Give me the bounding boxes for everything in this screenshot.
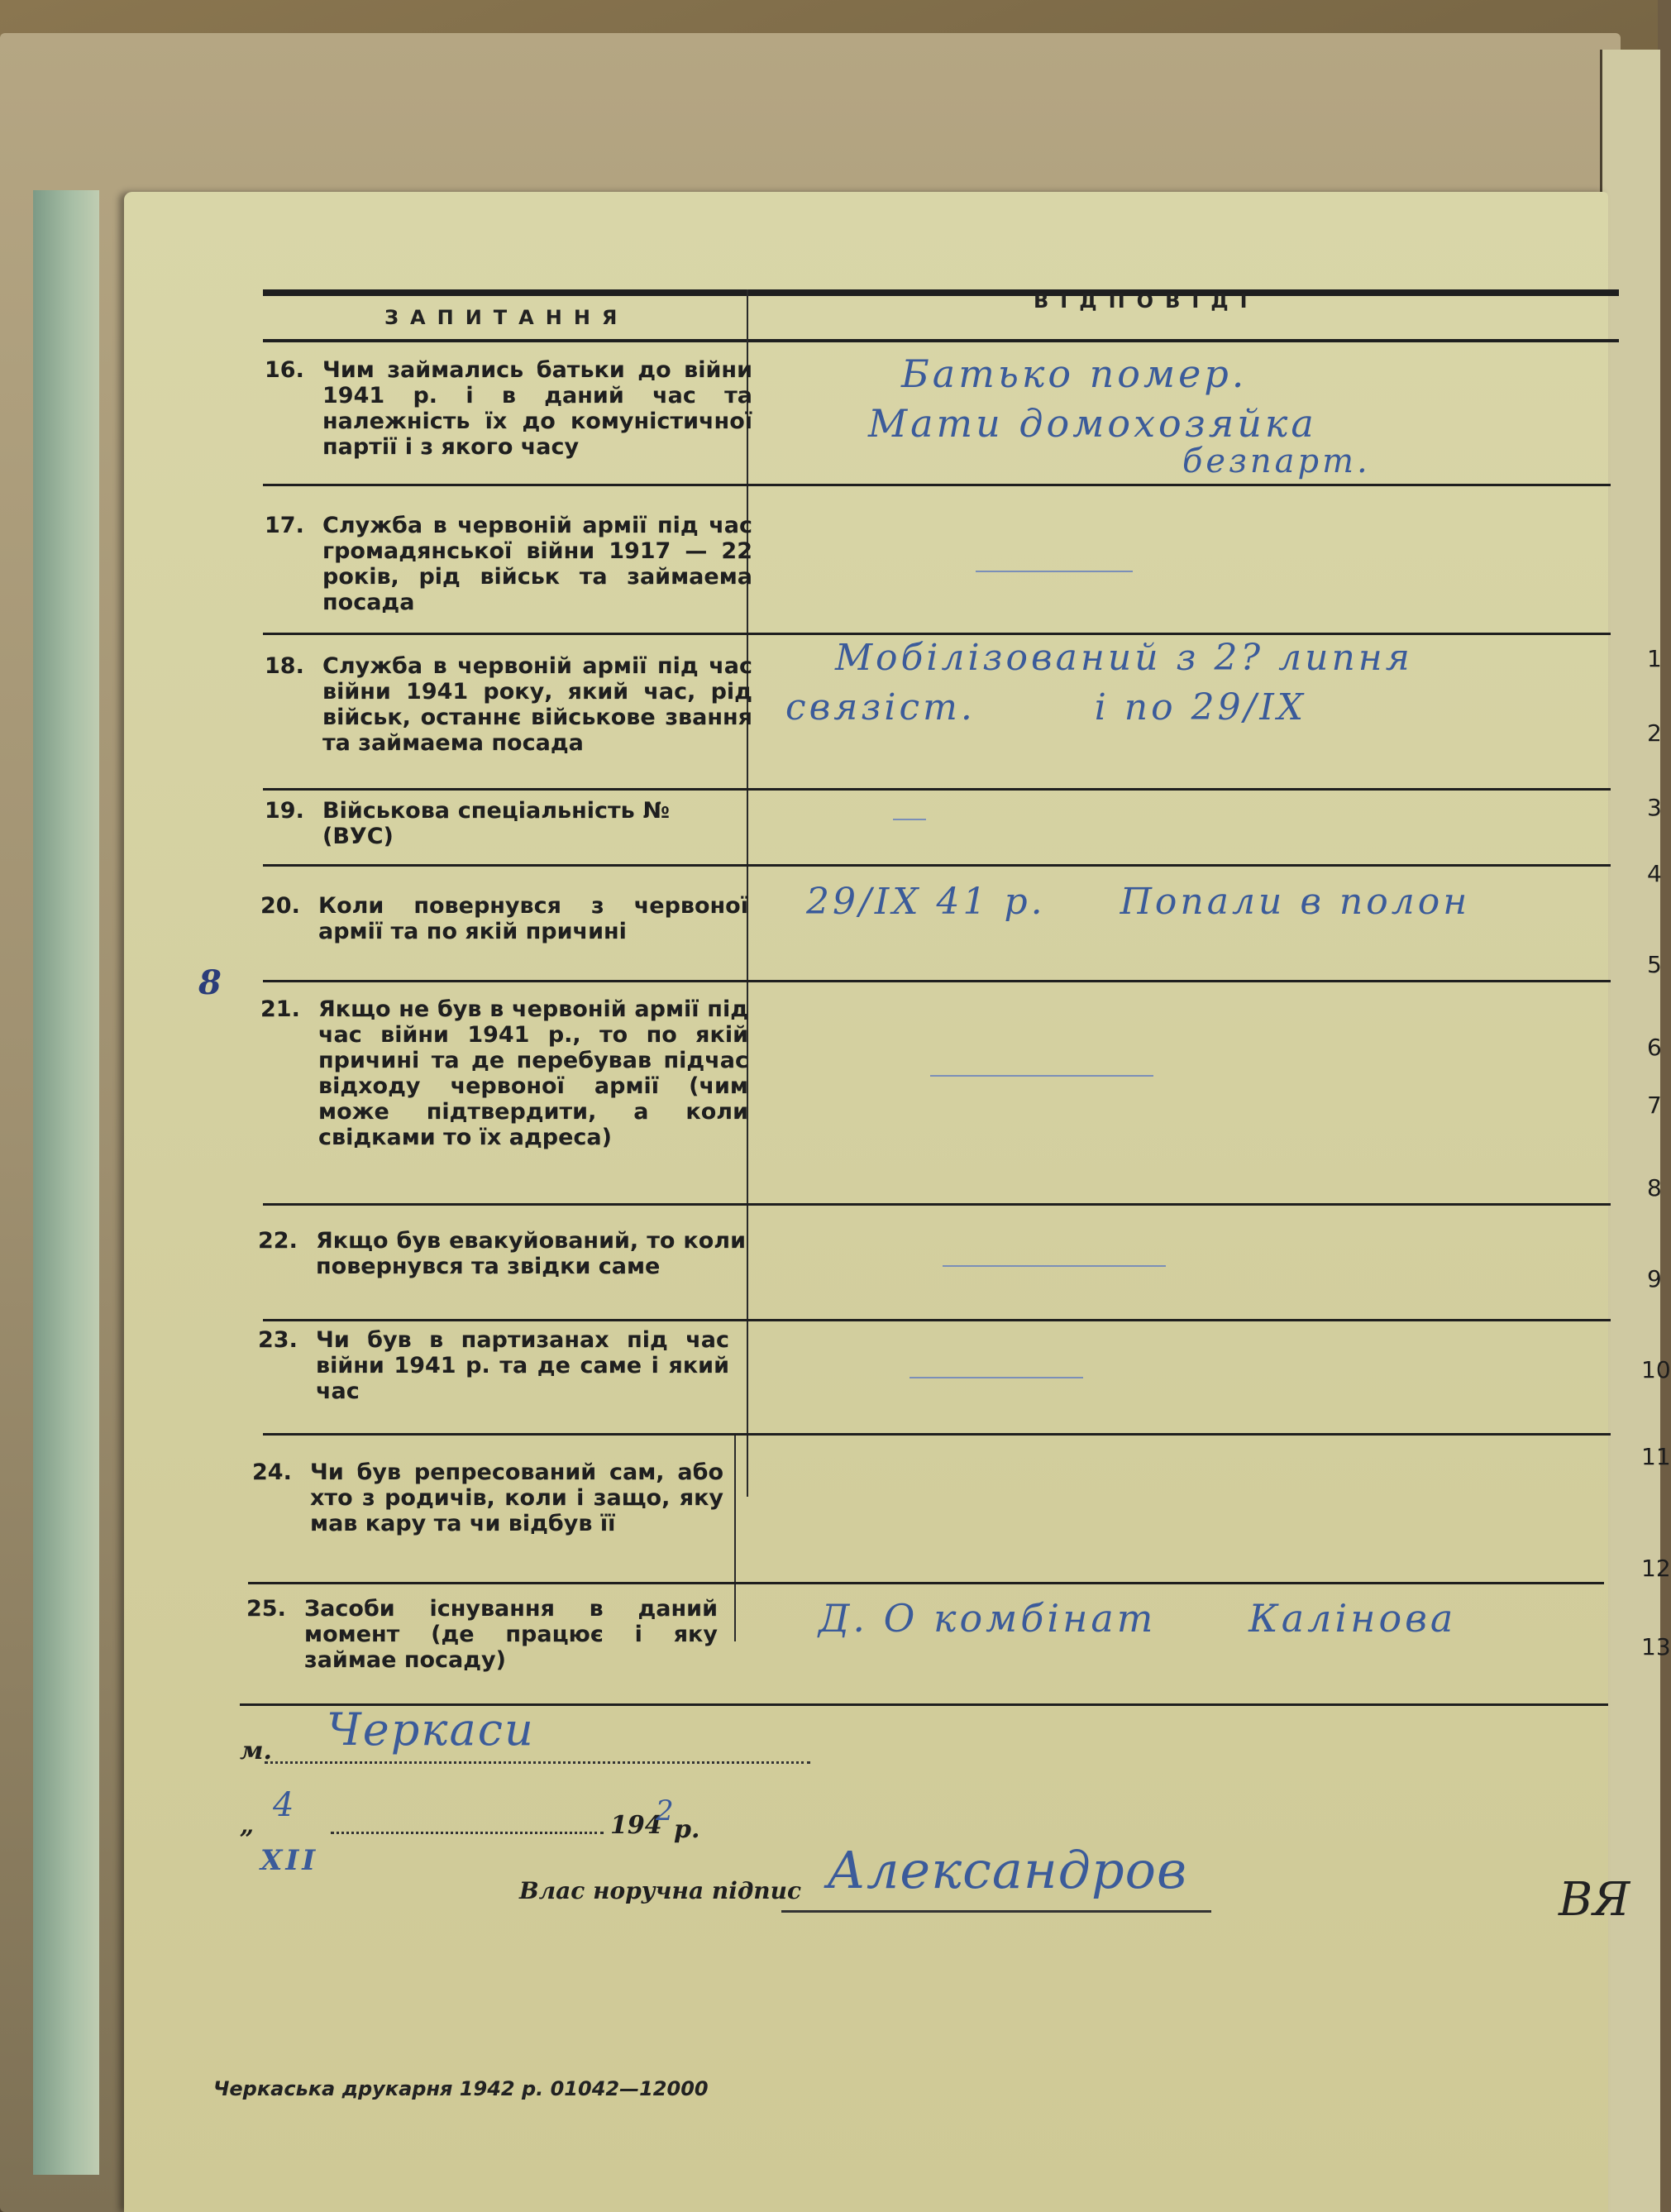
question-text: Чим займались батьки до війни 1941 р. і в даний час та належність їх до комуністичної партії і з якого часу bbox=[322, 357, 752, 460]
corner-initials: ВЯ bbox=[1559, 1873, 1630, 1927]
adjacent-page-number: 1 bbox=[1647, 645, 1662, 672]
answer-19-dash bbox=[893, 819, 926, 820]
question-number: 19. bbox=[265, 798, 304, 824]
adjacent-page-number: 7 bbox=[1647, 1092, 1662, 1119]
adjacent-page-number: 8 bbox=[1647, 1174, 1662, 1202]
adjacent-page-number: 12 bbox=[1641, 1555, 1671, 1582]
row-divider bbox=[263, 864, 1611, 867]
question-text: Чи був в партизанах під час війни 1941 р. та де саме і який час bbox=[316, 1327, 729, 1404]
question-text: Коли повернувся з червоної армії та по якій причині bbox=[318, 893, 748, 944]
answer-25: Д. О комбінат Калінова bbox=[819, 1596, 1457, 1641]
adjacent-page-number: 5 bbox=[1647, 951, 1662, 978]
question-text: Служба в червоній армії під час громадянської війни 1917 — 22 років, рід військ та займаема посада bbox=[322, 513, 752, 615]
date-month: XII bbox=[260, 1844, 319, 1877]
row-divider bbox=[263, 1319, 1611, 1321]
answer-16-line-3: безпарт. bbox=[1182, 442, 1371, 480]
date-quote: „ bbox=[240, 1811, 255, 1840]
question-number: 23. bbox=[258, 1327, 298, 1353]
question-text: Чи був репресований сам, або хто з родичів, коли і защо, яку мав кару та чи відбув її bbox=[310, 1460, 723, 1536]
question-text: Служба в червоній армії під час війни 1941 року, який час, рід військ, останнє військове звання та займаема посада bbox=[322, 653, 752, 756]
signature-value: Александров bbox=[827, 1840, 1188, 1900]
date-day: 4 bbox=[273, 1786, 298, 1824]
adjacent-page-number: 4 bbox=[1647, 860, 1662, 887]
row-divider bbox=[263, 633, 1611, 635]
header-bottom-rule bbox=[263, 339, 1619, 342]
adjacent-page-number: 3 bbox=[1647, 794, 1662, 821]
city-label: м. bbox=[240, 1737, 272, 1765]
question-number: 20. bbox=[260, 893, 300, 919]
margin-mark: 8 bbox=[198, 963, 225, 1002]
green-cover-edge bbox=[33, 190, 99, 2175]
answer-17-dash bbox=[976, 571, 1133, 572]
row-divider bbox=[263, 980, 1611, 982]
answer-23-dash bbox=[910, 1377, 1083, 1378]
adjacent-page-number: 11 bbox=[1641, 1443, 1671, 1470]
question-number: 22. bbox=[258, 1228, 298, 1254]
row-divider bbox=[263, 788, 1611, 791]
answer-16-line-2: Мати домохозяйка bbox=[868, 401, 1317, 446]
row-divider bbox=[263, 1203, 1611, 1206]
question-text: Засоби існування в даний момент (де працює і яку займае посаду) bbox=[304, 1596, 718, 1673]
date-year-digit: 2 bbox=[656, 1794, 677, 1827]
answer-21-dash bbox=[930, 1075, 1153, 1077]
answer-20: 29/IX 41 р. Попали в полон bbox=[806, 881, 1471, 923]
question-text: Військова спеціальність № (ВУС) bbox=[322, 798, 670, 849]
answer-16-line-1: Батько помер. bbox=[901, 351, 1248, 396]
question-text: Якщо не був в червоній армії під час війни 1941 р., то по якій причині та де перебував підчас відходу червоної армії (чим може підтвердити, а коли свідками то їх адреса) bbox=[318, 996, 748, 1150]
signature-label: Влас норучна підпис bbox=[519, 1877, 802, 1904]
answer-18-line-2: связіст. і по 29/IX bbox=[785, 686, 1307, 729]
printer-line: Черкаська друкарня 1942 р. 01042—12000 bbox=[213, 2077, 709, 2100]
city-dotted-line bbox=[265, 1761, 810, 1764]
adjacent-page-number: 9 bbox=[1647, 1265, 1662, 1292]
column-divider bbox=[734, 1435, 736, 1641]
question-number: 25. bbox=[246, 1596, 286, 1622]
question-number: 17. bbox=[265, 513, 304, 538]
date-year-prefix: 194 bbox=[610, 1811, 662, 1840]
row-divider bbox=[263, 1433, 1611, 1436]
answer-22-dash bbox=[943, 1265, 1166, 1267]
question-text: Якщо був евакуйований, то коли повернувся та звідки саме bbox=[316, 1228, 746, 1279]
row-divider bbox=[248, 1582, 1604, 1584]
adjacent-page-number: 2 bbox=[1647, 719, 1662, 747]
signature-line bbox=[781, 1910, 1211, 1913]
adjacent-page-number: 6 bbox=[1647, 1034, 1662, 1061]
row-divider bbox=[263, 484, 1611, 486]
questions-header: ЗАПИТАННЯ bbox=[384, 306, 629, 329]
answers-header: ВІДПОВІДІ bbox=[1034, 289, 1259, 313]
date-dotted-line bbox=[331, 1832, 604, 1834]
question-number: 18. bbox=[265, 653, 304, 679]
date-suffix: р. bbox=[674, 1815, 700, 1844]
header-top-rule bbox=[263, 289, 1619, 296]
city-value: Черкаси bbox=[327, 1703, 535, 1756]
form-page bbox=[124, 192, 1608, 2212]
question-number: 21. bbox=[260, 996, 300, 1022]
question-number: 16. bbox=[265, 357, 304, 383]
answer-18-line-1: Мобілізований з 2? липня bbox=[835, 637, 1413, 679]
question-number: 24. bbox=[252, 1460, 292, 1485]
adjacent-page-number: 10 bbox=[1641, 1356, 1671, 1383]
adjacent-page-number: 13 bbox=[1641, 1633, 1671, 1660]
